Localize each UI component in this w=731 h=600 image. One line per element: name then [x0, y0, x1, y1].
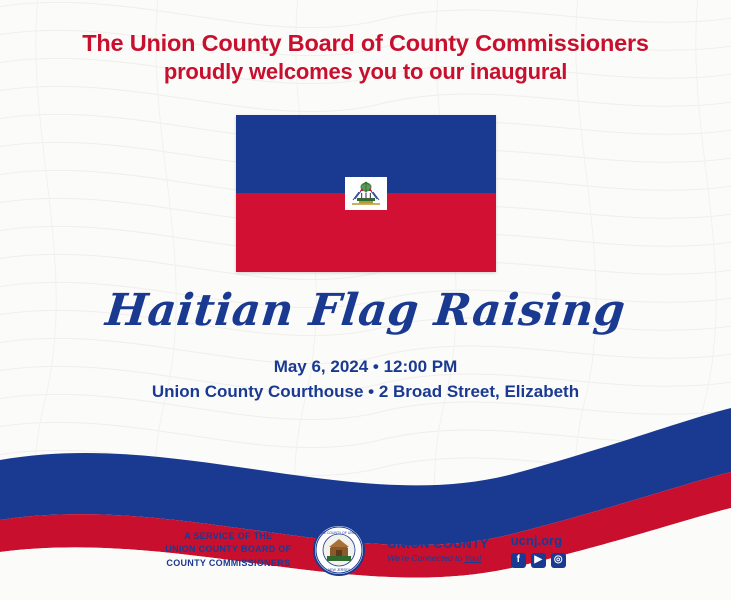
flag-coat-of-arms-icon [345, 177, 387, 210]
social-links [511, 553, 566, 568]
brand-tagline [387, 553, 488, 563]
poster-headline [0, 28, 731, 86]
county-seal-icon [313, 524, 365, 576]
service-credit-line-1: A SERVICE OF THE [184, 531, 273, 542]
facebook-icon[interactable]: f [511, 553, 526, 568]
website-url[interactable]: ucnj.org [510, 532, 563, 548]
poster-footer [0, 520, 731, 580]
haitian-flag [236, 115, 496, 272]
youtube-icon[interactable]: ▶ [531, 553, 546, 568]
brand-tagline-underlined: You! [464, 553, 482, 563]
svg-text:THE COUNTY OF UNION: THE COUNTY OF UNION [319, 531, 360, 535]
service-credit [165, 530, 291, 569]
headline-line-1: The Union County Board of County Commissioners [82, 30, 649, 56]
svg-text:NEW JERSEY: NEW JERSEY [328, 568, 351, 572]
union-county-brand [387, 537, 488, 563]
instagram-icon[interactable]: ◎ [551, 553, 566, 568]
brand-tagline-pre: We're Connected to [387, 553, 465, 563]
service-credit-line-3: COUNTY COMMISSIONERS [166, 557, 291, 568]
headline-line-2: proudly welcomes you to our inaugural [163, 59, 568, 85]
event-datetime: May 6, 2024 • 12:00 PM [273, 357, 458, 376]
service-credit-line-2: UNION COUNTY BOARD OF [165, 544, 292, 555]
website-block [511, 533, 566, 568]
event-title: Haitian Flag Raising [103, 285, 628, 336]
brand-name: UNION COUNTY [387, 537, 489, 551]
event-location: Union County Courthouse • 2 Broad Street, Elizabeth [151, 382, 580, 401]
